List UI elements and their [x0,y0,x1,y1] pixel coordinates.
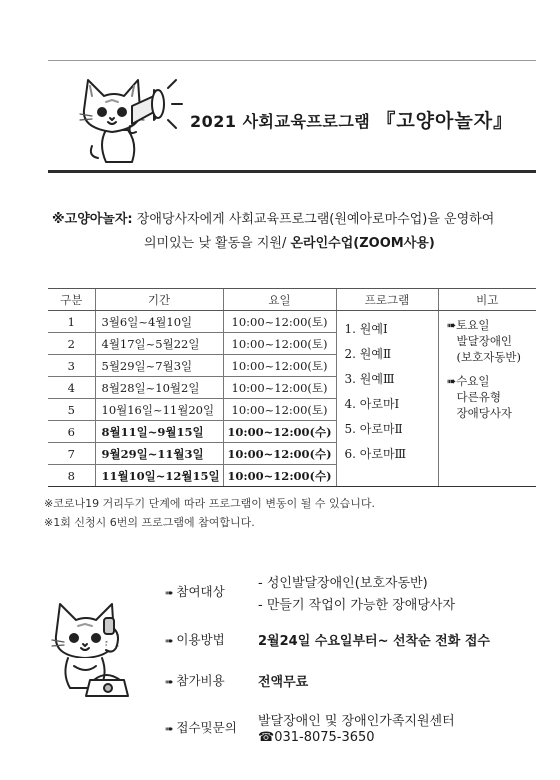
contact-label-text: 접수및문의 [176,720,237,735]
method-label-text: 이용방법 [176,632,225,647]
schedule-table [48,288,536,487]
row-period: 4월17일~5월22일 [95,333,223,355]
row-time: 10:00~12:00(수) [223,465,336,487]
contact-label [165,718,237,736]
header-no: 구분 [48,289,95,311]
row-time: 10:00~12:00(토) [223,333,336,355]
note-wednesday-line-2: 장애당사자 [456,406,513,420]
contact-org: 발달장애인 및 장애인가족지원센터 [258,714,455,729]
intro-paragraph [52,208,542,256]
intro-label: ※고양아놀자: [52,212,133,227]
row-period: 8월28일~10월2일 [95,377,223,399]
intro-line-2 [52,232,542,256]
note-saturday-line-1: 발달장애인 [456,334,513,348]
note-saturday-title: ➠토요일 [446,318,490,332]
program-item: 5. 아로마Ⅱ [344,422,403,436]
note-wednesday-line-1: 다른유형 [456,390,501,404]
target-line-1: - 성인발달장애인(보호자동반) [258,576,428,591]
row-time: 10:00~12:00(토) [223,355,336,377]
row-no: 6 [48,421,95,443]
intro-line-2-bold: 온라인수업(ZOOM사용) [290,236,435,251]
cost-value: 전액무료 [258,675,309,690]
table-header-row [48,289,536,311]
header-period: 기간 [95,289,223,311]
target-label [165,582,225,600]
contact-phone: ☎031-8075-3650 [258,730,375,745]
note-cell [438,311,536,487]
row-period: 9월29일~11월3일 [95,443,223,465]
title-divider [48,170,536,173]
note-saturday-line-2: (보호자동반) [456,350,522,364]
arrow-icon: ➠ [165,677,174,688]
title-prefix: 2021 사회교육프로그램 [190,112,371,131]
method-value: 2월24일 수요일부터~ 선착순 전화 접수 [258,634,490,649]
row-no: 8 [48,465,95,487]
header-time: 요일 [223,289,336,311]
intro-line-2-plain: 의미있는 낮 활동을 지원/ [144,236,291,251]
row-no: 5 [48,399,95,421]
arrow-icon: ➠ [165,636,174,647]
page-title [190,106,540,133]
program-item: 3. 원예Ⅲ [344,372,395,386]
program-list [336,311,438,487]
row-period: 3월6일~4월10일 [95,311,223,333]
arrow-icon: ➠ [165,588,174,599]
target-line-2: - 만들기 작업이 가능한 장애당사자 [258,598,456,613]
method-label [165,630,225,648]
program-item: 2. 원예Ⅱ [344,347,392,361]
intro-line-1: 장애당사자에게 사회교육프로그램(원예아로마수업)을 운영하여 [136,212,495,227]
row-no: 2 [48,333,95,355]
header-program: 프로그램 [336,289,438,311]
header-note: 비고 [438,289,536,311]
row-period: 10월16일~11월20일 [95,399,223,421]
row-period: 8월11일~9월15일 [95,421,223,443]
row-no: 7 [48,443,95,465]
row-no: 4 [48,377,95,399]
target-label-text: 참여대상 [176,584,225,599]
cat-megaphone-icon [76,66,186,166]
cat-telephone-icon [50,596,132,700]
row-time: 10:00~12:00(토) [223,399,336,421]
cost-label-text: 참가비용 [176,673,225,688]
program-item: 6. 아로마Ⅲ [344,447,407,461]
footnote-participation: ※1회 신청시 6번의 프로그램에 참여합니다. [44,516,255,529]
row-time: 10:00~12:00(토) [223,377,336,399]
title-brand: 『고양아놀자』 [376,110,514,132]
program-item: 1. 원예Ⅰ [344,322,388,336]
program-item: 4. 아로마Ⅰ [344,397,400,411]
cost-label [165,671,225,689]
row-period: 5월29일~7월3일 [95,355,223,377]
footnote-covid: ※코로나19 거리두기 단계에 따라 프로그램이 변동이 될 수 있습니다. [44,497,375,510]
arrow-icon: ➠ [165,724,174,735]
table-row [48,311,536,333]
note-wednesday-title: ➠수요일 [446,374,490,388]
row-time: 10:00~12:00(수) [223,443,336,465]
row-time: 10:00~12:00(수) [223,421,336,443]
row-period: 11월10일~12월15일 [95,465,223,487]
row-no: 3 [48,355,95,377]
row-no: 1 [48,311,95,333]
row-time: 10:00~12:00(토) [223,311,336,333]
top-divider [48,60,536,61]
